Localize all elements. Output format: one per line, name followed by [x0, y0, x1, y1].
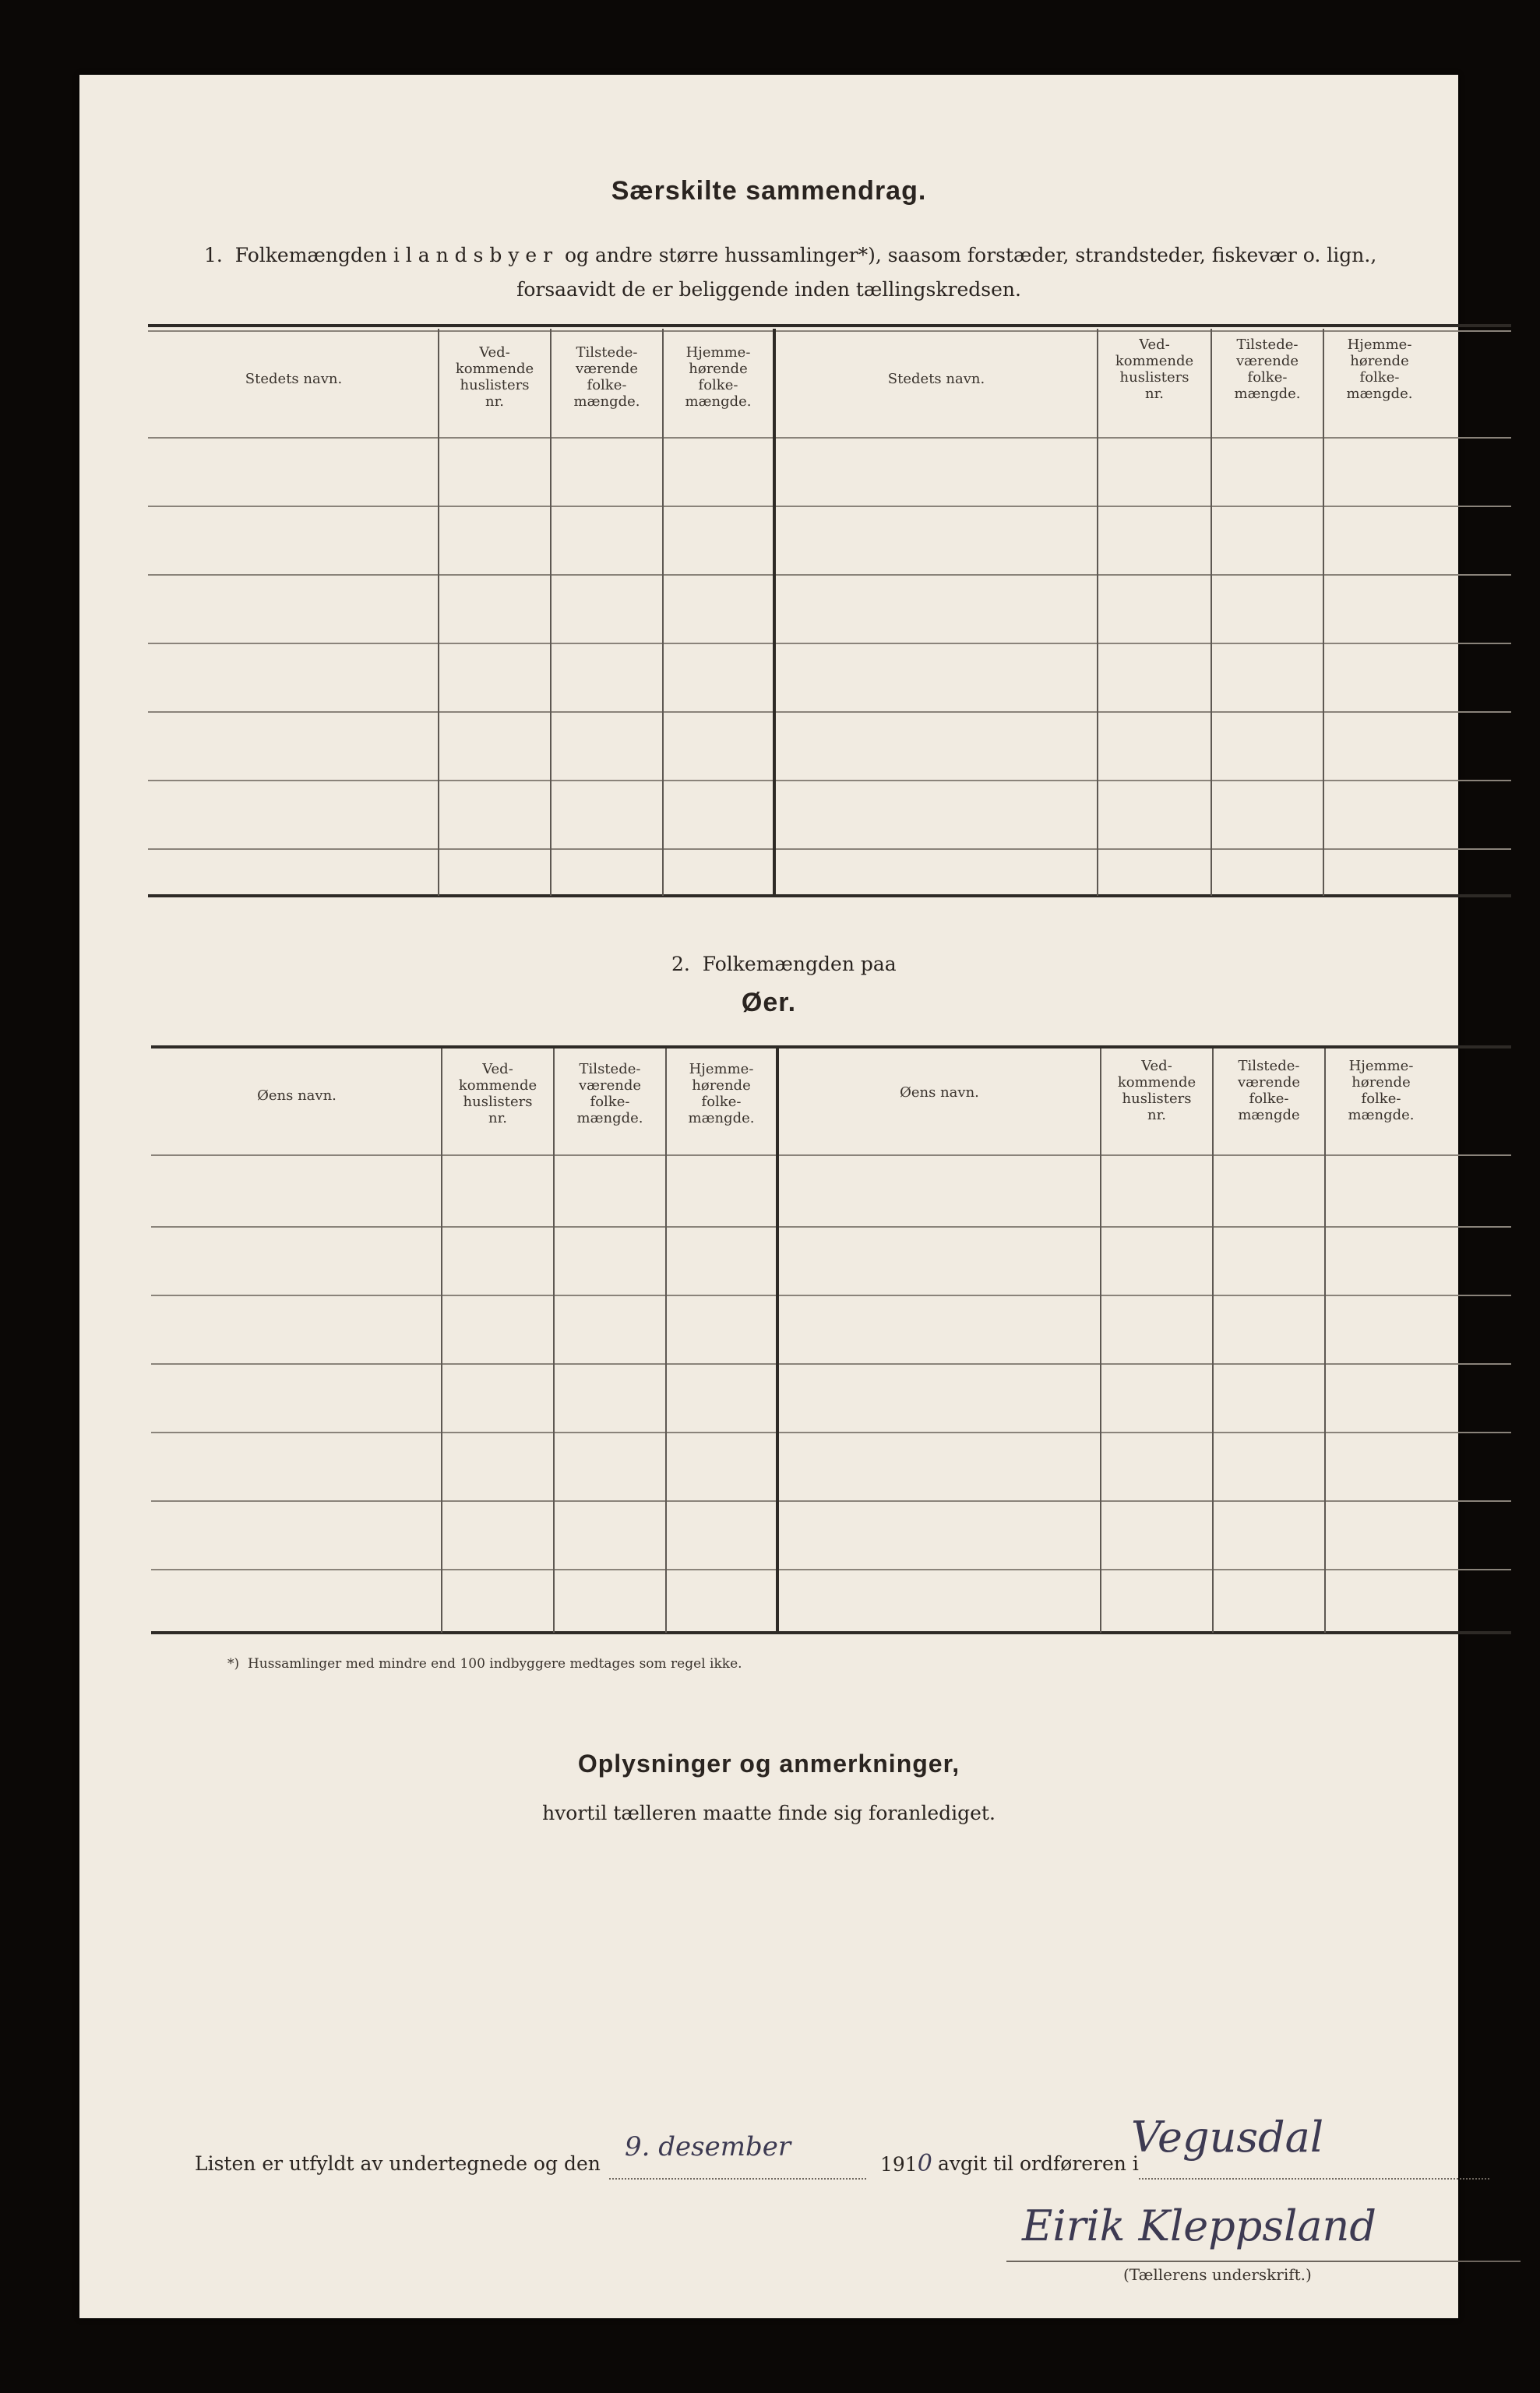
t2-header-huslisters-nr-2: Ved- kommende huslisters nr.: [1117, 1058, 1196, 1123]
year-handwritten: 0: [917, 2150, 932, 2177]
t1-header-stedets-navn: Stedets navn.: [245, 371, 343, 387]
t2-header-huslisters-nr: Ved- kommende huslisters nr.: [458, 1061, 537, 1126]
section1-intro-line2: forsaavidt de er beliggende inden tællingskredsen.: [516, 278, 1021, 301]
section2-heading-line1: 2. Folkemængden paa: [671, 953, 897, 975]
t2-header-oens-navn: Øens navn.: [257, 1087, 337, 1104]
t1-header-huslisters-nr: Ved- kommende huslisters nr.: [455, 344, 534, 410]
handwritten-signature: Eirik Kleppsland: [1022, 2201, 1376, 2250]
signature-line-year: [880, 2147, 932, 2182]
signature-line-text-after: avgit til ordføreren i: [938, 2152, 1139, 2175]
t2-header-hjemmehorende-2: Hjemme- hørende folke- mængde.: [1348, 1058, 1415, 1123]
t2-header-tilstedevaerende-2: Tilstede- værende folke- mængde: [1237, 1058, 1301, 1123]
remarks-heading: Oplysninger og anmerkninger,: [577, 1750, 960, 1778]
section1-heading: Særskilte sammendrag.: [611, 176, 927, 206]
t1-header-stedets-navn-2: Stedets navn.: [887, 371, 985, 387]
t1-header-tilstedevaerende-2: Tilstede- værende folke- mængde.: [1234, 337, 1301, 402]
remarks-subheading: hvortil tælleren maatte finde sig foranlediget.: [542, 1802, 996, 1824]
t1-header-tilstedevaerende: Tilstede- værende folke- mængde.: [573, 344, 640, 410]
section2-heading-oer: Øer.: [741, 988, 797, 1017]
footnote: *) Hussamlinger med mindre end 100 indbyggere medtages som regel ikke.: [227, 1656, 742, 1672]
year-printed: 191: [880, 2153, 918, 2176]
t2-header-oens-navn-2: Øens navn.: [900, 1084, 979, 1101]
t2-header-hjemmehorende: Hjemme- hørende folke- mængde.: [688, 1061, 755, 1126]
section1-intro-line1: 1. Folkemængden i l a n d s b y e r og andre større hussamlinger*), saasom forstæder, strandsteder, fiskevær o. lign.,: [204, 244, 1377, 266]
signature-line-text-before: Listen er utfyldt av undertegnede og den: [195, 2152, 601, 2175]
t1-header-hjemmehorende: Hjemme- hørende folke- mængde.: [685, 344, 752, 410]
census-form-page: [79, 75, 1458, 2318]
t1-header-huslisters-nr-2: Ved- kommende huslisters nr.: [1115, 337, 1194, 402]
handwritten-date: 9. desember: [625, 2131, 791, 2162]
signature-caption: (Tællerens underskrift.): [1123, 2265, 1312, 2284]
handwritten-municipality: Vegusdal: [1131, 2113, 1324, 2162]
t2-header-tilstedevaerende: Tilstede- værende folke- mængde.: [576, 1061, 643, 1126]
t1-header-hjemmehorende-2: Hjemme- hørende folke- mængde.: [1346, 337, 1413, 402]
